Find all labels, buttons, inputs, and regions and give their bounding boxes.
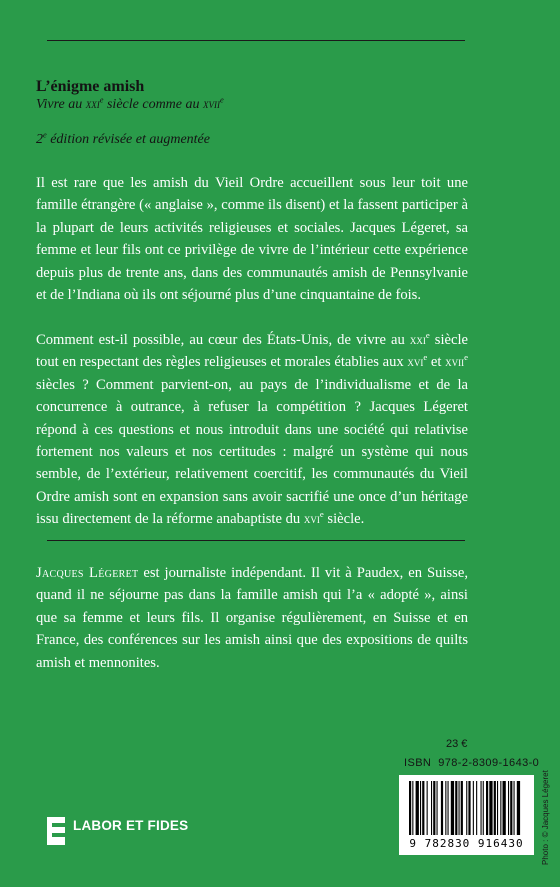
barcode-bar	[483, 781, 484, 835]
barcode	[399, 775, 534, 855]
barcode-bar	[412, 781, 413, 835]
barcode-bar	[416, 781, 419, 835]
barcode-bar	[420, 781, 421, 835]
barcode-bar	[503, 781, 506, 835]
isbn: ISBN 978-2-8309-1643-0	[404, 757, 540, 769]
barcode-bar	[448, 781, 449, 835]
barcode-bar	[510, 781, 512, 835]
barcode-bar	[481, 781, 482, 835]
barcode-bar	[455, 781, 457, 835]
blurb-paragraph-1: Il est rare que les amish du Vieil Ordre accueillent sous leur toit une famille étrangère (« anglaise », comme ils disent) et la fassent participer à la plupart de leurs activités religieuses et sociales. Jacques Légeret, sa femme et leur fils ont ce privilège de vivre de l’intérieur cette expérience depuis plus de trente ans, dans des communautés amish de Pennsylvanie et de l’Indiana où ils ont séjourné plus d’une cinquantaine de fois.	[36, 175, 468, 304]
book-title: L’énigme amish	[36, 78, 145, 95]
edition-note: 2e édition révisée et augmentée	[36, 130, 210, 147]
middle-divider	[47, 540, 465, 541]
barcode-bar	[409, 781, 411, 835]
top-divider	[47, 40, 465, 41]
barcode-bar	[437, 781, 438, 835]
barcode-bar	[497, 781, 498, 835]
publisher-logo-icon	[47, 817, 65, 845]
barcode-bar	[441, 781, 443, 835]
photo-credit: Photo : © Jacques Légeret	[541, 770, 550, 865]
barcode-bar	[517, 781, 520, 835]
barcode-bar	[433, 781, 435, 835]
author-bio: Jacques Légeret est journaliste indépendant. Il vit à Paudex, en Suisse, quand il ne séjourne pas dans la famille amish qui l’a « adopté », ainsi que sa femme et leurs fils. Il organise régulièrement, en Suisse et en France, des conférences sur les amish ainsi que des expositions de quilts amish et mennonites.	[36, 565, 468, 671]
barcode-bar	[451, 781, 454, 835]
barcode-bars	[399, 775, 534, 839]
barcode-bar	[466, 781, 467, 835]
barcode-bar	[473, 781, 474, 835]
barcode-bar	[468, 781, 470, 835]
barcode-bar	[427, 781, 428, 835]
barcode-bar	[508, 781, 509, 835]
barcode-bar	[494, 781, 496, 835]
barcode-bar	[431, 781, 432, 835]
barcode-digits: 9 782830 916430	[409, 837, 524, 850]
barcode-bar	[445, 781, 446, 835]
barcode-bar	[514, 781, 515, 835]
barcode-bar	[486, 781, 488, 835]
barcode-bar	[476, 781, 477, 835]
barcode-bar	[489, 781, 492, 835]
price: 23 €	[446, 738, 468, 750]
barcode-bar	[459, 781, 460, 835]
publisher-name: LABOR ET FIDES	[73, 818, 189, 833]
author-name: Jacques Légeret	[36, 565, 139, 581]
barcode-bar	[422, 781, 424, 835]
blurb-paragraph-2: Comment est-il possible, au cœur des États-Unis, de vivre au xxi$^e$ siècle tout en respectant des règles religieuses et morales établies aux xvi$^e$ et xvii$^e$ siècles ? Comment parvient-on, au pays de l’individualisme et de la concurrence à outrance, à refuser la compétition ? Jacques Légeret répond à ces questions et nous introduit dans une société qui relativise fortement nos valeurs et nos certitudes : malgré un système qui nous semble, de l’extérieur, relativement coercitif, les communautés du Vieil Ordre amish sont en expansion sans avoir sacrifié une once d’un héritage issu directement de la réforme anabaptiste du xvi$^e$ siècle.	[36, 330, 468, 528]
barcode-bar	[500, 781, 501, 835]
barcode-bar	[461, 781, 463, 835]
book-subtitle: Vivre au xxi$^e$ siècle comme au xvii$^e$	[36, 95, 224, 112]
